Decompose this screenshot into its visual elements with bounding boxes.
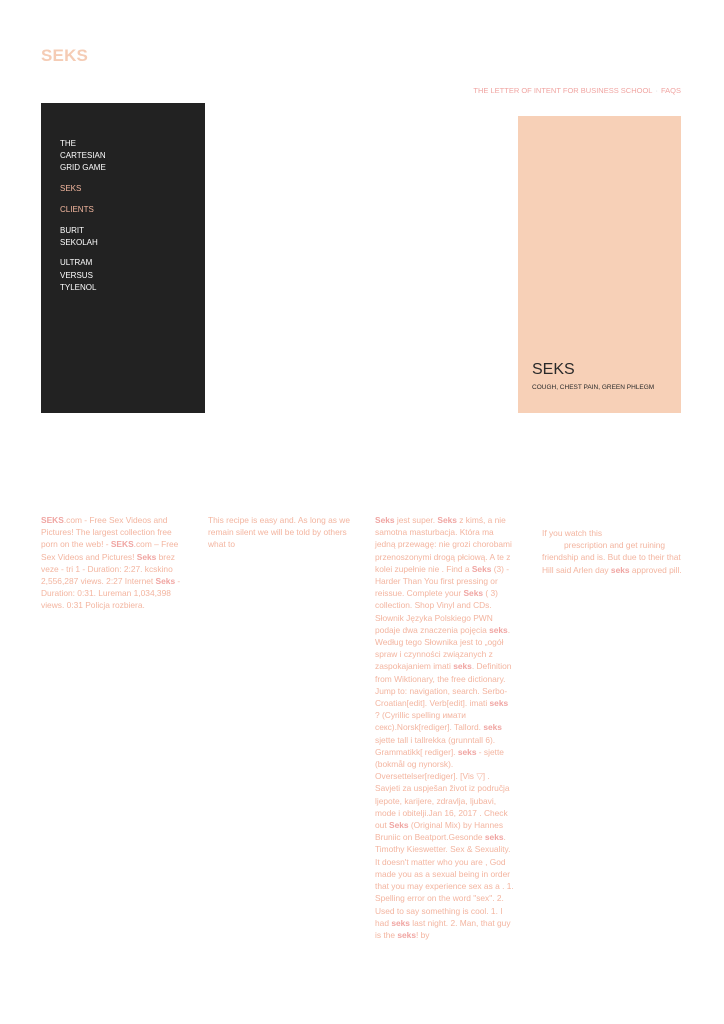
nav-separator: · [655,86,658,95]
keyword-highlight: seks [453,661,472,672]
text-column-2 [208,514,353,551]
text-column-3 [375,514,515,941]
keyword-highlight: Seks [471,563,492,574]
text-segment: approved pill. [629,564,682,575]
text-segment: .com - Free Sex Videos and Pictures! The largest collection free porn on the web! - [41,515,172,550]
keyword-highlight: seks [397,929,416,940]
text-segment: last night. 2. Man, that guy is the [375,917,511,940]
text-segment: prescription and get ruining friendship and is. But due to their that Hill said Arlen day [542,540,681,575]
sidebar-item-burit-sekolah[interactable]: BURIT SEKOLAH [60,225,98,247]
keyword-highlight: seks [489,624,508,635]
keyword-highlight: Seks [375,515,395,525]
keyword-highlight: SEKS [41,515,64,525]
hero-panel [518,116,681,413]
text-segment: jest super. [394,515,438,525]
keyword-highlight: Seks [463,588,484,599]
text-segment: (Original Mix) by Hannes Bruniic on Beatport.Gesonde [375,820,504,843]
text-segment: brez veze - tri 1 - Duration: 2:27. kcskino 2,556,287 views. 2:27 Internet [41,551,175,587]
text-segment: (3) - Harder Than You first pressing or reissue. Complete your [375,563,510,599]
keyword-highlight: seks [391,917,410,928]
text-segment: ( 3) collection. Shop Vinyl and CDs. Słownik Języka Polskiego PWN podaje dwa znaczenia pojęcia [375,588,498,635]
keyword-highlight: seks [483,722,502,733]
nav-link-faqs[interactable]: FAQS [660,86,681,95]
text-segment: - Duration: 0:31. Lureman 1,034,398 views. 0:31 Policja rozbiera. [41,576,181,611]
sidebar-item-ultram-versus-tylenol[interactable]: ULTRAM VERSUS TYLENOL [60,258,97,292]
keyword-highlight: seks [489,698,509,709]
text-column-1 [41,514,181,612]
text-segment: ! by [416,929,430,940]
text-segment: z kimś, a nie samotna masturbacja. Która ma jedną przewagę: nie grozi chorobami przenoszonymi drogą płciową. A te z kolei zupełnie nie . Find a [375,515,512,574]
text-segment: .com – Free Sex Videos and Pictures! [41,539,179,562]
sidebar-list [60,138,120,303]
site-title[interactable]: SEKS [41,46,89,65]
sidebar-menu [41,103,205,413]
text-segment: . Według tego Słownika jest to „ogół spraw i czynności związanych z zaspokajaniem imati [375,624,511,672]
keyword-highlight: Seks [155,576,176,587]
keyword-highlight: Seks [437,515,457,525]
text-segment: . Timothy Kieswetter. Sex & Sexuality. It doesn't matter who you are , God made you as a sexual being in order that you may experience sex as a . 1. Spelling error on the word "sex". 2. Used to say something is cool. 1. I had [375,832,514,928]
text-segment: If you watch this [542,528,603,538]
hero-title: SEKS [532,361,575,378]
keyword-highlight: SEKS [110,539,134,550]
sidebar-item-seks[interactable]: SEKS [60,184,82,194]
text-segment: - sjette (bokmål og nynorsk). Oversettelser[rediger]. [Vis ▽] . Savjeti za uspješan život iz područja ljepote, karijere, zdravlja, ljubavi, mode i obitelji.Jan 16, 2017 . Check out [375,746,510,831]
keyword-highlight: seks [457,746,477,757]
sidebar-item-cartesian-grid-game[interactable]: THE CARTESIAN GRID GAME [60,139,106,173]
hero-subtitle: COUGH, CHEST PAIN, GREEN PHLEGM [532,384,655,391]
text-segment: ? (Cyrillic spelling имати секс).Norsk[rediger]. Tallord. [375,710,484,733]
sidebar-item-clients[interactable]: CLIENTS [60,204,94,214]
keyword-highlight: Seks [388,820,409,831]
keyword-highlight: seks [610,564,630,575]
keyword-highlight: seks [484,832,504,843]
text-column-4 [542,527,682,576]
nav-link-letter-of-intent[interactable]: THE LETTER OF INTENT FOR BUSINESS SCHOOL [473,86,653,95]
text-segment: . Definition from Wiktionary, the free dictionary. Jump to: navigation, search. Serbo-Croatian[edit]. Verb[edit]. imati [375,661,512,709]
keyword-highlight: Seks [136,551,157,562]
text-segment: sjette tall i tallrekka (grunntall 6). Grammatikk[ rediger]. [375,734,496,757]
text-segment: This recipe is easy and. As long as we remain silent we will be told by others what to [208,515,350,550]
top-nav [473,86,681,95]
